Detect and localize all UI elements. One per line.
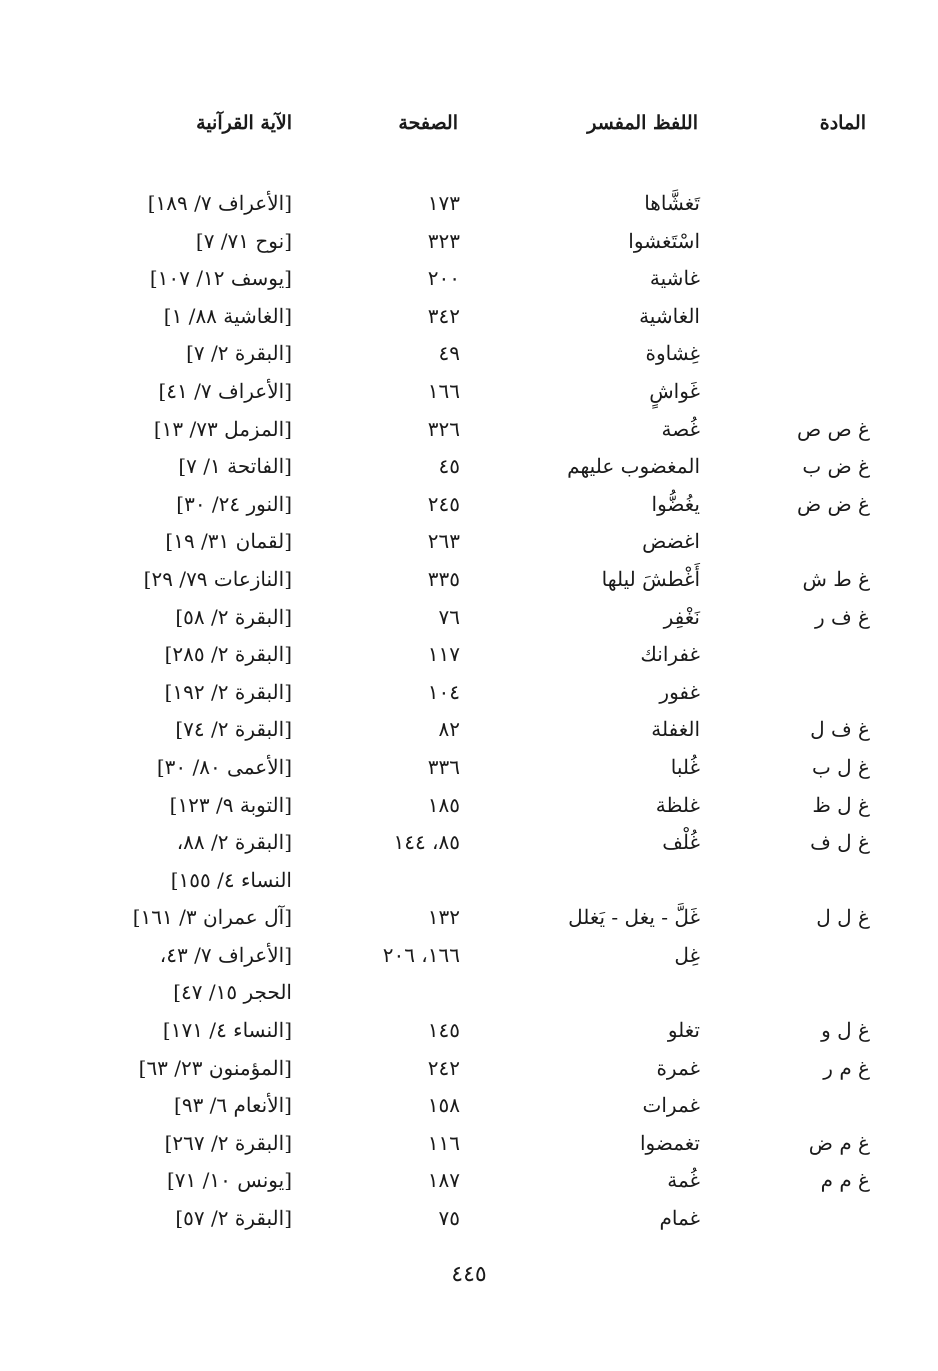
- row-word: اغضض: [642, 529, 700, 554]
- table-row: [0, 862, 938, 900]
- row-word: غفرانك: [640, 642, 700, 667]
- row-page: ١٦٦، ٢٠٦: [382, 942, 460, 967]
- row-material: غ ط ش: [802, 566, 870, 591]
- row-word: غمرة: [656, 1055, 700, 1080]
- row-page: ٨٥، ١٤٤: [393, 830, 460, 855]
- row-verse-ref: [الأنعام ٦/ ٩٣]: [174, 1093, 292, 1118]
- row-word: نَغْفِر: [663, 604, 700, 629]
- header-page: الصفحة: [398, 112, 458, 134]
- row-page: ٣٤٢: [427, 303, 460, 328]
- row-page: ٤٥: [438, 454, 460, 479]
- table-row: [0, 1125, 938, 1163]
- row-word: غَلَّ - يغل - يَغلل: [568, 905, 700, 930]
- row-verse-ref: [نوح ٧١/ ٧]: [195, 228, 292, 253]
- row-verse-ref: [التوبة ٩/ ١٢٣]: [169, 792, 292, 817]
- row-verse-ref: [النساء ٤/ ١٧١]: [162, 1018, 292, 1043]
- row-verse-ref: [البقرة ٢/ ١٩٢]: [164, 679, 292, 704]
- row-page: ٧٦: [438, 604, 460, 629]
- row-verse-ref: [الأعمى ٨٠/ ٣٠]: [156, 754, 292, 779]
- row-verse-ref: [الأعراف ٧/ ٤١]: [158, 378, 292, 403]
- table-row: [0, 298, 938, 336]
- row-word: غمام: [659, 1206, 700, 1231]
- row-word: يغُضُّوا: [651, 491, 700, 516]
- row-verse-ref: [الفاتحة ١/ ٧]: [178, 454, 292, 479]
- table-row: [0, 448, 938, 486]
- table-row: [0, 674, 938, 712]
- table-row: [0, 1050, 938, 1088]
- row-material: غ ل ظ: [812, 792, 870, 817]
- page-number: ٤٤٥: [451, 1262, 487, 1287]
- table-row: [0, 335, 938, 373]
- row-material: غ ل ب: [811, 754, 870, 779]
- row-word: غُلْف: [662, 830, 700, 855]
- table-row: [0, 223, 938, 261]
- row-word: غَواشٍ: [649, 378, 700, 403]
- row-material: غ ف ر: [814, 604, 870, 629]
- row-page: ٤٩: [438, 341, 460, 366]
- row-word: غمرات: [642, 1093, 700, 1118]
- row-verse-ref: [البقرة ٢/ ٢٨٥]: [164, 642, 292, 667]
- row-material: غ ض ب: [802, 454, 870, 479]
- table-row: [0, 974, 938, 1012]
- row-page: ١٠٤: [427, 679, 460, 704]
- header-material: المادة: [819, 112, 866, 134]
- row-page: ٣٣٦: [427, 754, 460, 779]
- row-page: ٢٦٣: [427, 529, 460, 554]
- row-verse-ref: [النازعات ٧٩/ ٢٩]: [143, 566, 292, 591]
- row-page: ٣٣٥: [427, 566, 460, 591]
- row-word: تغلو: [667, 1018, 700, 1043]
- row-page: ٧٥: [438, 1206, 460, 1231]
- table-row: [0, 937, 938, 975]
- row-word: تَغشَّاها: [644, 191, 700, 215]
- row-word: غُلبا: [670, 754, 700, 779]
- row-page: ١٥٨: [427, 1093, 460, 1118]
- row-word: غُمة: [667, 1168, 700, 1193]
- table-row: [0, 636, 938, 674]
- row-material: غ ف ل: [810, 717, 870, 742]
- row-word: الغفلة: [651, 717, 700, 742]
- row-verse-ref: [المؤمنون ٢٣/ ٦٣]: [138, 1055, 292, 1080]
- row-page: ١٨٥: [427, 792, 460, 817]
- row-verse-ref: [الغاشية ٨٨/ ١]: [163, 303, 292, 328]
- row-verse-ref: [البقرة ٢/ ٧٤]: [175, 717, 292, 742]
- table-row: [0, 373, 938, 411]
- row-verse-ref: [المزمل ٧٣/ ١٣]: [153, 416, 292, 441]
- row-page: ٢٤٢: [427, 1055, 460, 1080]
- row-word: غفور: [659, 679, 700, 704]
- table-row: [0, 824, 938, 862]
- row-page: ١٤٥: [427, 1018, 460, 1043]
- table-row: [0, 523, 938, 561]
- table-row: [0, 1087, 938, 1125]
- row-material: غ ص ص: [796, 416, 870, 441]
- table-row: [0, 899, 938, 937]
- table-row: [0, 787, 938, 825]
- row-page: ١٣٢: [427, 905, 460, 930]
- table-row: [0, 1012, 938, 1050]
- table-row: [0, 1200, 938, 1238]
- table-row: [0, 561, 938, 599]
- row-word: غُصة: [661, 416, 700, 441]
- row-word: تغمضوا: [639, 1130, 700, 1155]
- header-word: اللفظ المفسر: [587, 112, 698, 134]
- row-page: ١٨٧: [427, 1168, 460, 1193]
- row-word: أَغْطشَ ليلها: [601, 566, 700, 591]
- row-word: غاشية: [649, 266, 700, 291]
- table-row: [0, 411, 938, 449]
- row-verse-ref: [يونس ١٠/ ٧١]: [166, 1168, 292, 1193]
- table-row: [0, 185, 938, 223]
- row-material: غ م ض: [808, 1130, 870, 1155]
- row-material: غ ل ف: [810, 830, 870, 855]
- row-verse-ref: النساء ٤/ ١٥٥]: [170, 867, 292, 892]
- row-material: غ ض ض: [796, 491, 870, 516]
- row-verse-ref: [يوسف ١٢/ ١٠٧]: [149, 266, 292, 291]
- row-page: ٢٠٠: [427, 266, 460, 291]
- row-verse-ref: [البقرة ٢/ ٥٧]: [175, 1206, 292, 1231]
- row-verse-ref: [آل عمران ٣/ ١٦١]: [132, 905, 292, 930]
- row-verse-ref: [البقرة ٢/ ٢٦٧]: [164, 1130, 292, 1155]
- row-word: المغضوب عليهم: [567, 454, 700, 479]
- row-verse-ref: [النور ٢٤/ ٣٠]: [176, 491, 292, 516]
- row-page: ١٦٦: [427, 378, 460, 403]
- row-verse-ref: [لقمان ٣١/ ١٩]: [165, 529, 292, 554]
- table-row: [0, 486, 938, 524]
- index-table: [0, 185, 938, 1238]
- table-row: [0, 1162, 938, 1200]
- row-verse-ref: [البقرة ٢/ ٧]: [186, 341, 292, 366]
- row-verse-ref: [الأعراف ٧/ ١٨٩]: [147, 191, 292, 215]
- row-material: غ ل و: [821, 1018, 870, 1043]
- row-material: غ م م: [820, 1168, 870, 1193]
- row-word: غِشاوة: [645, 341, 700, 366]
- table-row: [0, 260, 938, 298]
- row-verse-ref: الحجر ١٥/ ٤٧]: [173, 980, 292, 1005]
- header-verse: الآية القرآنية: [196, 112, 292, 134]
- row-material: غ ل ل: [816, 905, 870, 930]
- row-page: ١٧٣: [427, 191, 460, 215]
- row-page: ٢٤٥: [427, 491, 460, 516]
- table-row: [0, 599, 938, 637]
- row-word: الغاشية: [639, 303, 700, 328]
- row-page: ١١٧: [427, 642, 460, 667]
- row-verse-ref: [الأعراف ٧/ ٤٣،: [159, 942, 292, 967]
- row-word: غلظة: [655, 792, 700, 817]
- row-verse-ref: [البقرة ٢/ ٥٨]: [175, 604, 292, 629]
- row-material: غ م ر: [823, 1055, 870, 1080]
- row-page: ١١٦: [427, 1130, 460, 1155]
- row-page: ٣٢٣: [427, 228, 460, 253]
- row-page: ٣٢٦: [427, 416, 460, 441]
- row-word: اسْتَغشوا: [628, 228, 700, 253]
- table-row: [0, 711, 938, 749]
- row-page: ٨٢: [438, 717, 460, 742]
- row-verse-ref: [البقرة ٢/ ٨٨،: [176, 830, 292, 855]
- table-row: [0, 749, 938, 787]
- row-word: غِل: [674, 942, 700, 967]
